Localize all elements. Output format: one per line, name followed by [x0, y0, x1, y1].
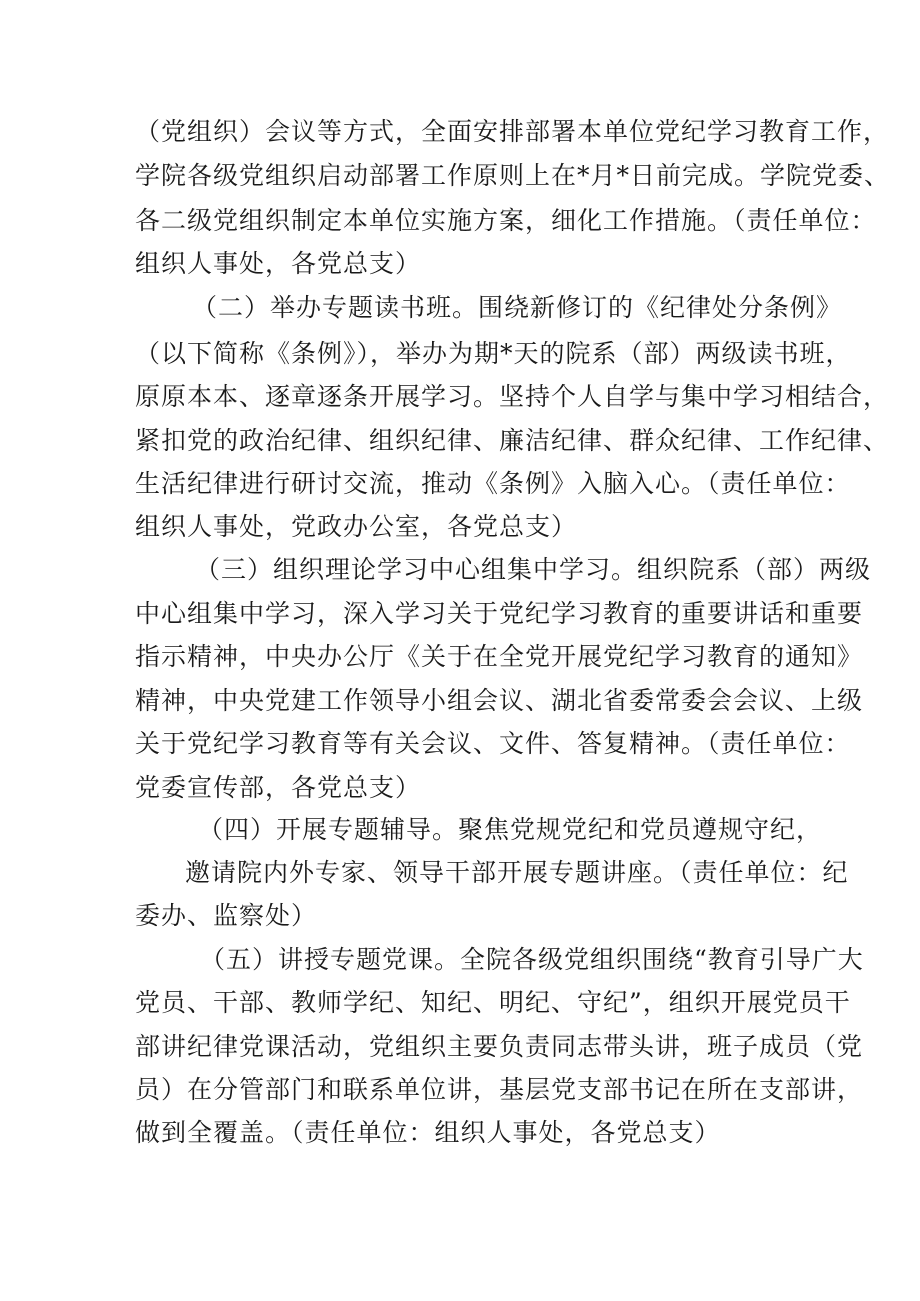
- paragraph-3-line-4: 精神，中央党建工作领导小组会议、湖北省委常委会会议、上级: [135, 686, 864, 715]
- paragraph-5-line-5: 做到全覆盖。（责任单位：组织人事处，各党总支）: [135, 1118, 721, 1147]
- paragraph-3-line-1: （三）组织理论学习中心组集中学习。组织院系（部）两级: [195, 555, 872, 584]
- paragraph-2-line-1: （二）举办专题读书班。围绕新修订的《纪律处分条例》: [192, 293, 843, 322]
- paragraph-3-line-3: 指示精神，中央办公厅《关于在全党开展党纪学习教育的通知》: [135, 642, 864, 671]
- paragraph-1-line-3: 各二级党组织制定本单位实施方案，细化工作措施。（责任单位：: [135, 206, 877, 235]
- paragraph-1-line-2: 学院各级党组织启动部署工作原则上在*月*日前完成。学院党委、: [135, 161, 891, 190]
- paragraph-5-line-1: （五）讲授专题党课。全院各级党组织围绕“教育引导广大: [200, 945, 864, 974]
- paragraph-2-line-4: 紧扣党的政治纪律、组织纪律、廉洁纪律、群众纪律、工作纪律、: [135, 426, 890, 455]
- paragraph-5-line-2: 党员、干部、教师学纪、知纪、明纪、守纪”，组织开展党员干: [135, 988, 851, 1017]
- paragraph-3-line-5: 关于党纪学习教育等有关会议、文件、答复精神。（责任单位：: [135, 729, 851, 758]
- paragraph-3-line-2: 中心组集中学习，深入学习关于党纪学习教育的重要讲话和重要: [135, 599, 864, 628]
- paragraph-2-line-3: 原原本本、逐章逐条开展学习。坚持个人自学与集中学习相结合，: [135, 382, 890, 411]
- paragraph-4-line-2: 邀请院内外专家、领导干部开展专题讲座。（责任单位：纪: [185, 858, 849, 887]
- paragraph-4-line-3: 委办、监察处）: [135, 901, 318, 930]
- paragraph-1-line-1: （党组织）会议等方式，全面安排部署本单位党纪学习教育工作，: [135, 117, 890, 146]
- paragraph-2-line-2: （以下简称《条例》），举办为期*天的院系（部）两级读书班，: [135, 339, 852, 368]
- paragraph-5-line-3: 部讲纪律党课活动，党组织主要负责同志带头讲，班子成员（党: [135, 1032, 864, 1061]
- paragraph-5-line-4: 员）在分管部门和联系单位讲，基层党支部书记在所在支部讲，: [135, 1075, 864, 1104]
- paragraph-3-line-6: 党委宣传部，各党总支）: [135, 773, 422, 802]
- paragraph-2-line-5: 生活纪律进行研讨交流，推动《条例》入脑入心。（责任单位：: [135, 469, 851, 498]
- paragraph-1-line-4: 组织人事处，各党总支）: [135, 249, 422, 278]
- paragraph-4-line-1: （四）开展专题辅导。聚焦党规党纪和党员遵规守纪，: [198, 815, 823, 844]
- paragraph-2-line-6: 组织人事处，党政办公室，各党总支）: [135, 512, 578, 541]
